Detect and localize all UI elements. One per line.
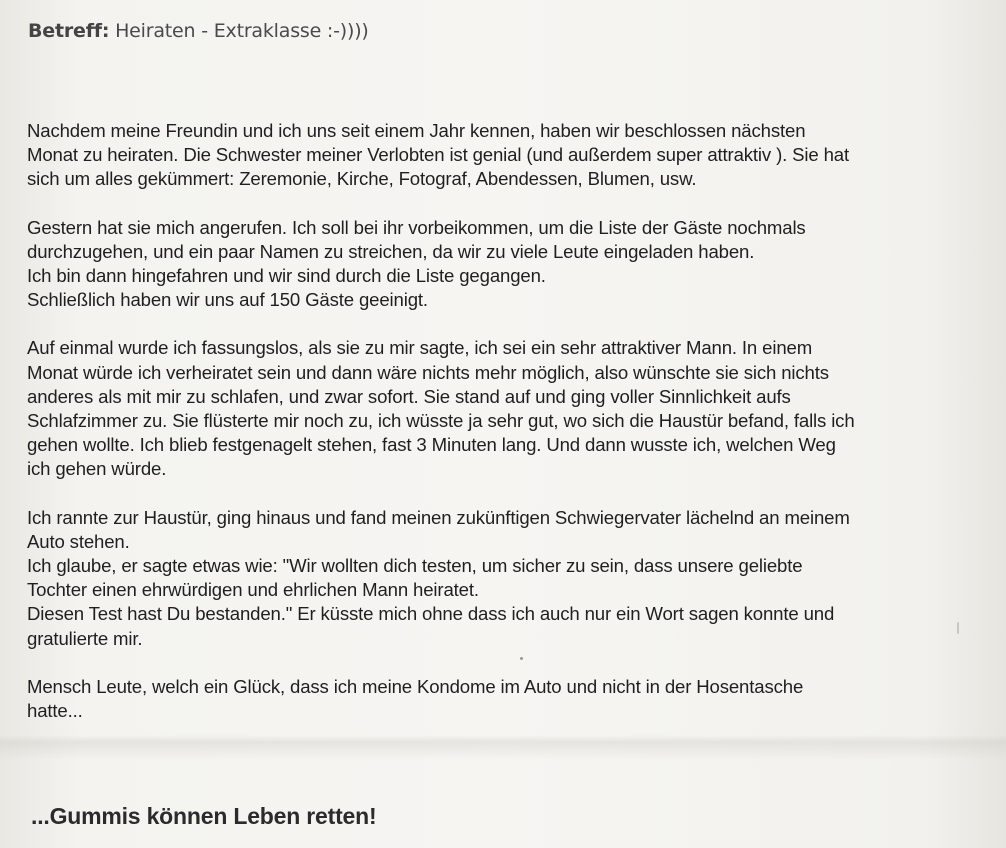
body-line: Monat würde ich verheiratet sein und dann wäre nichts mehr möglich, also wünschte sie sich nichts [27, 361, 829, 383]
body-paragraph [27, 506, 987, 651]
body-line: hatte... [27, 700, 83, 722]
body-paragraph [27, 675, 987, 723]
body-line: gratulierte mir. [27, 627, 143, 649]
scan-speck [957, 622, 959, 634]
body-line: Ich glaube, er sagte etwas wie: "Wir wollten dich testen, um sicher zu sein, dass unsere geliebte [27, 555, 803, 577]
body-line: Gestern hat sie mich angerufen. Ich soll bei ihr vorbeikommen, um die Liste der Gäste nochmals [27, 216, 806, 238]
body-line: Schlafzimmer zu. Sie flüsterte mir noch zu, ich wüsste ja sehr gut, wo sich die Haustür befand, falls ich [27, 410, 855, 432]
body-line: Mensch Leute, welch ein Glück, dass ich meine Kondome im Auto und nicht in der Hosentasche [27, 675, 804, 697]
email-subject [28, 20, 369, 42]
body-line: sich um alles gekümmert: Zeremonie, Kirche, Fotograf, Abendessen, Blumen, usw. [27, 168, 697, 190]
body-paragraph [27, 216, 987, 313]
body-line: Ich bin dann hingefahren und wir sind durch die Liste gegangen. [27, 265, 546, 287]
body-line: Tochter einen ehrwürdigen und ehrlichen Mann heiratet. [27, 579, 479, 601]
email-body [27, 119, 987, 747]
body-line: Diesen Test hast Du bestanden." Er küsste mich ohne dass ich auch nur ein Wort sagen konnte und [27, 603, 835, 625]
footer-tagline: ...Gummis können Leben retten! [31, 803, 377, 829]
scan-speck [520, 657, 523, 660]
body-line: durchzugehen, und ein paar Namen zu streichen, da wir zu viele Leute eingeladen haben. [27, 240, 755, 262]
subject-label: Betreff: [28, 20, 110, 42]
body-line: gehen wollte. Ich blieb festgenagelt stehen, fast 3 Minuten lang. Und dann wusste ich, welchen Weg [27, 434, 836, 456]
body-line: Nachdem meine Freundin und ich uns seit einem Jahr kennen, haben wir beschlossen nächsten [27, 120, 806, 141]
body-paragraph [27, 119, 987, 192]
body-line: Schließlich haben wir uns auf 150 Gäste geeinigt. [27, 289, 428, 311]
body-paragraph [27, 336, 987, 481]
body-line: anderes als mit mir zu schlafen, und zwar sofort. Sie stand auf und ging voller Sinnlichkeit aufs [27, 385, 791, 407]
body-line: Auto stehen. [27, 530, 130, 552]
body-line: Monat zu heiraten. Die Schwester meiner Verlobten ist genial (und außerdem super attraktiv ). Sie hat [27, 144, 849, 166]
body-line: Auf einmal wurde ich fassungslos, als sie zu mir sagte, ich sei ein sehr attraktiver Mann. In einem [27, 337, 813, 359]
body-line: ich gehen würde. [27, 458, 167, 480]
body-line: Ich rannte zur Haustür, ging hinaus und fand meinen zukünftigen Schwiegervater lächelnd an meinem [27, 506, 850, 528]
subject-text: Heiraten - Extraklasse :-)))) [115, 20, 369, 42]
